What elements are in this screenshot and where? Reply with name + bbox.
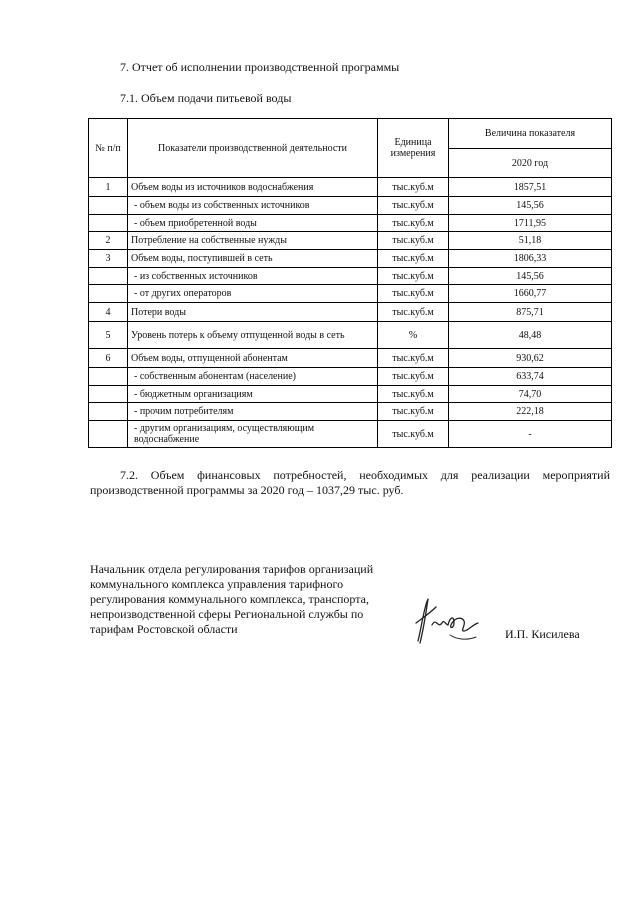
table-row [89, 322, 612, 349]
header-indicator: Показатели производственной деятельности [128, 119, 378, 178]
row-unit: % [378, 322, 449, 349]
row-unit: тыс.куб.м [378, 178, 449, 197]
row-unit: тыс.куб.м [378, 403, 449, 421]
table-row [89, 403, 612, 421]
table-body [89, 178, 612, 448]
row-value: 145,56 [449, 197, 612, 215]
row-value: - [449, 421, 612, 448]
row-value: 51,18 [449, 232, 612, 250]
row-number [89, 285, 128, 303]
row-value: 145,56 [449, 268, 612, 285]
subsection-heading: 7.1. Объем подачи питьевой воды [120, 91, 292, 105]
header-unit: Единица измерения [378, 119, 449, 178]
row-indicator: Объем воды из источников водоснабжения [128, 178, 378, 197]
water-supply-table [88, 118, 612, 448]
table-row [89, 250, 612, 268]
row-value: 1806,33 [449, 250, 612, 268]
row-indicator: - другим организациям, осуществляющим водоснабжение [128, 421, 378, 448]
financial-needs-paragraph: 7.2. Объем финансовых потребностей, необходимых для реализации мероприятий производственной программы за 2020 год – 1037,29 тыс. руб. [90, 468, 610, 497]
row-indicator: - из собственных источников [128, 268, 378, 285]
row-unit: тыс.куб.м [378, 349, 449, 368]
table-row [89, 178, 612, 197]
row-unit: тыс.куб.м [378, 268, 449, 285]
row-number [89, 268, 128, 285]
table-row [89, 368, 612, 386]
row-indicator: - бюджетным организациям [128, 386, 378, 403]
row-indicator: - прочим потребителям [128, 403, 378, 421]
row-indicator: - от других операторов [128, 285, 378, 303]
table-row [89, 232, 612, 250]
header-value: Величина показателя [449, 119, 612, 149]
row-unit: тыс.куб.м [378, 285, 449, 303]
row-unit: тыс.куб.м [378, 368, 449, 386]
row-indicator: Потери воды [128, 303, 378, 322]
table-row [89, 285, 612, 303]
row-value: 1660,77 [449, 285, 612, 303]
handwritten-signature [410, 595, 482, 649]
row-unit: тыс.куб.м [378, 197, 449, 215]
row-indicator: Уровень потерь к объему отпущенной воды в сеть [128, 322, 378, 349]
row-number: 1 [89, 178, 128, 197]
table-row [89, 268, 612, 285]
header-year: 2020 год [449, 149, 612, 178]
table-row [89, 421, 612, 448]
signer-name: И.П. Кисилева [505, 627, 580, 641]
row-value: 74,70 [449, 386, 612, 403]
table-row [89, 386, 612, 403]
row-value: 222,18 [449, 403, 612, 421]
row-unit: тыс.куб.м [378, 303, 449, 322]
row-value: 875,71 [449, 303, 612, 322]
row-indicator: Объем воды, поступившей в сеть [128, 250, 378, 268]
row-unit: тыс.куб.м [378, 250, 449, 268]
row-number [89, 197, 128, 215]
row-unit: тыс.куб.м [378, 421, 449, 448]
table-row [89, 303, 612, 322]
row-number [89, 421, 128, 448]
header-num: № п/п [89, 119, 128, 178]
table-row [89, 349, 612, 368]
row-number [89, 403, 128, 421]
row-number [89, 368, 128, 386]
row-indicator: - объем воды из собственных источников [128, 197, 378, 215]
signer-position: Начальник отдела регулирования тарифов организаций коммунального комплекса управления тарифного регулирования коммунального комплекса, транспорта, непроизводственной сферы Региональной службы по тарифам Ростовской области [90, 562, 374, 636]
row-indicator: Потребление на собственные нужды [128, 232, 378, 250]
table-row [89, 215, 612, 232]
row-value: 48,48 [449, 322, 612, 349]
row-number: 6 [89, 349, 128, 368]
row-number: 5 [89, 322, 128, 349]
row-unit: тыс.куб.м [378, 386, 449, 403]
row-indicator: - объем приобретенной воды [128, 215, 378, 232]
row-unit: тыс.куб.м [378, 232, 449, 250]
row-number: 4 [89, 303, 128, 322]
row-indicator: Объем воды, отпущенной абонентам [128, 349, 378, 368]
row-indicator: - собственным абонентам (население) [128, 368, 378, 386]
row-value: 633,74 [449, 368, 612, 386]
row-number [89, 386, 128, 403]
row-number: 3 [89, 250, 128, 268]
table-row [89, 197, 612, 215]
row-value: 1857,51 [449, 178, 612, 197]
section-heading: 7. Отчет об исполнении производственной программы [120, 60, 400, 74]
row-value: 1711,95 [449, 215, 612, 232]
row-number: 2 [89, 232, 128, 250]
row-value: 930,62 [449, 349, 612, 368]
row-unit: тыс.куб.м [378, 215, 449, 232]
row-number [89, 215, 128, 232]
